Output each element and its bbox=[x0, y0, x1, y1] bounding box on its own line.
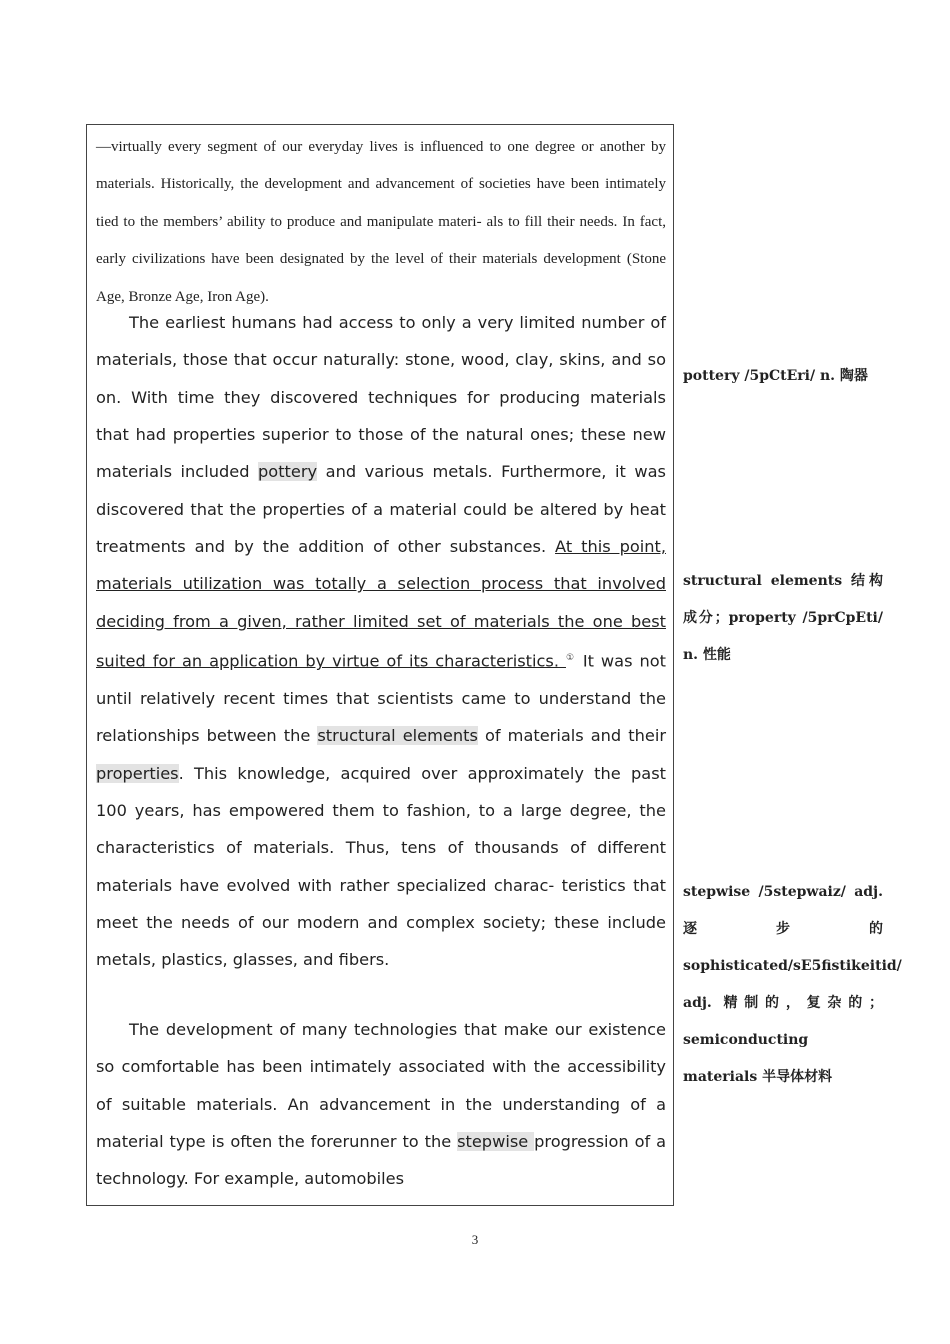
intro-text: —virtually every segment of our everyday lives is influenced to one degree or another by materials. Historically, the development and advancement of societies have been intimately tied to the members’ ability to produce and manipulate materi- als to fill their needs. In fact, early civilizations have been designated by the level of their materials development (Stone Age, Bronze Age, Iron Age). bbox=[96, 139, 666, 305]
footnote-marker: ① bbox=[565, 653, 576, 664]
highlight-pottery: pottery bbox=[258, 462, 318, 482]
gloss-stepwise-text: stepwise /5stepwaiz/ adj. 逐步的 bbox=[683, 884, 883, 937]
gloss-structural-elements-text: structural elements 结构成分；property /5prCpEti/ n. 性能 bbox=[683, 573, 883, 663]
p1-text-a: The earliest humans had access to only a very limited number of materials, those that occur naturally: stone, wood, clay, skins, and so on. With time they discovered techniques for producing materials that had properties superior to those of the natural ones; these new materials included bbox=[96, 313, 666, 482]
page-number: 3 bbox=[471, 1232, 479, 1247]
p1-text-b: and various metals. Furthermore, it was discovered that the properties of a material could be altered by heat treatments and by the addition of other substances. bbox=[96, 462, 666, 557]
highlight-structural-elements: structural elements bbox=[317, 726, 478, 746]
main-text-box bbox=[86, 124, 674, 1206]
p1-text-e: . This knowledge, acquired over approximately the past 100 years, has empowered them to fashion, to a large degree, the characteristics of materials. Thus, tens of thousands of different materials have evolved with rather specialized charac- teristics that meet the needs of our modern and complex society; these include metals, plastics, glasses, and fibers. bbox=[96, 763, 666, 970]
gloss-pottery-text: pottery /5pCtEri/ n. 陶器 bbox=[683, 368, 868, 384]
intro-paragraph bbox=[96, 129, 666, 316]
p1-text-c: It was not until relatively recent times that scientists came to understand the relationships between the bbox=[96, 651, 666, 746]
gloss-stepwise bbox=[683, 874, 902, 1096]
p2-text-b: progression of a technology. For example, automobiles bbox=[96, 1132, 666, 1189]
paragraph-1 bbox=[96, 304, 666, 979]
highlight-stepwise: stepwise bbox=[457, 1132, 535, 1152]
gloss-semiconducting-text: semiconducting materials 半导体材料 bbox=[683, 1032, 833, 1085]
p2-text-a: The development of many technologies that make our existence so comfortable has been intimately associated with the accessibility of suitable materials. An advancement in the understanding of a material type is often the forerunner to the bbox=[96, 1020, 666, 1152]
gloss-sophisticated-text: sophisticated/sE5fistikeitid/ adj. 精制的，复杂的； bbox=[683, 958, 902, 1011]
p1-text-d: of materials and their bbox=[477, 726, 666, 746]
gloss-structural-elements bbox=[683, 563, 883, 674]
underlined-sentence: At this point, materials utilization was totally a selection process that involved deciding from a given, rather limited set of materials the one best suited for an application by virtue of its characteristics. bbox=[96, 537, 666, 671]
highlight-properties: properties bbox=[96, 763, 179, 783]
paragraph-2 bbox=[96, 1011, 666, 1198]
gloss-pottery bbox=[683, 358, 883, 395]
